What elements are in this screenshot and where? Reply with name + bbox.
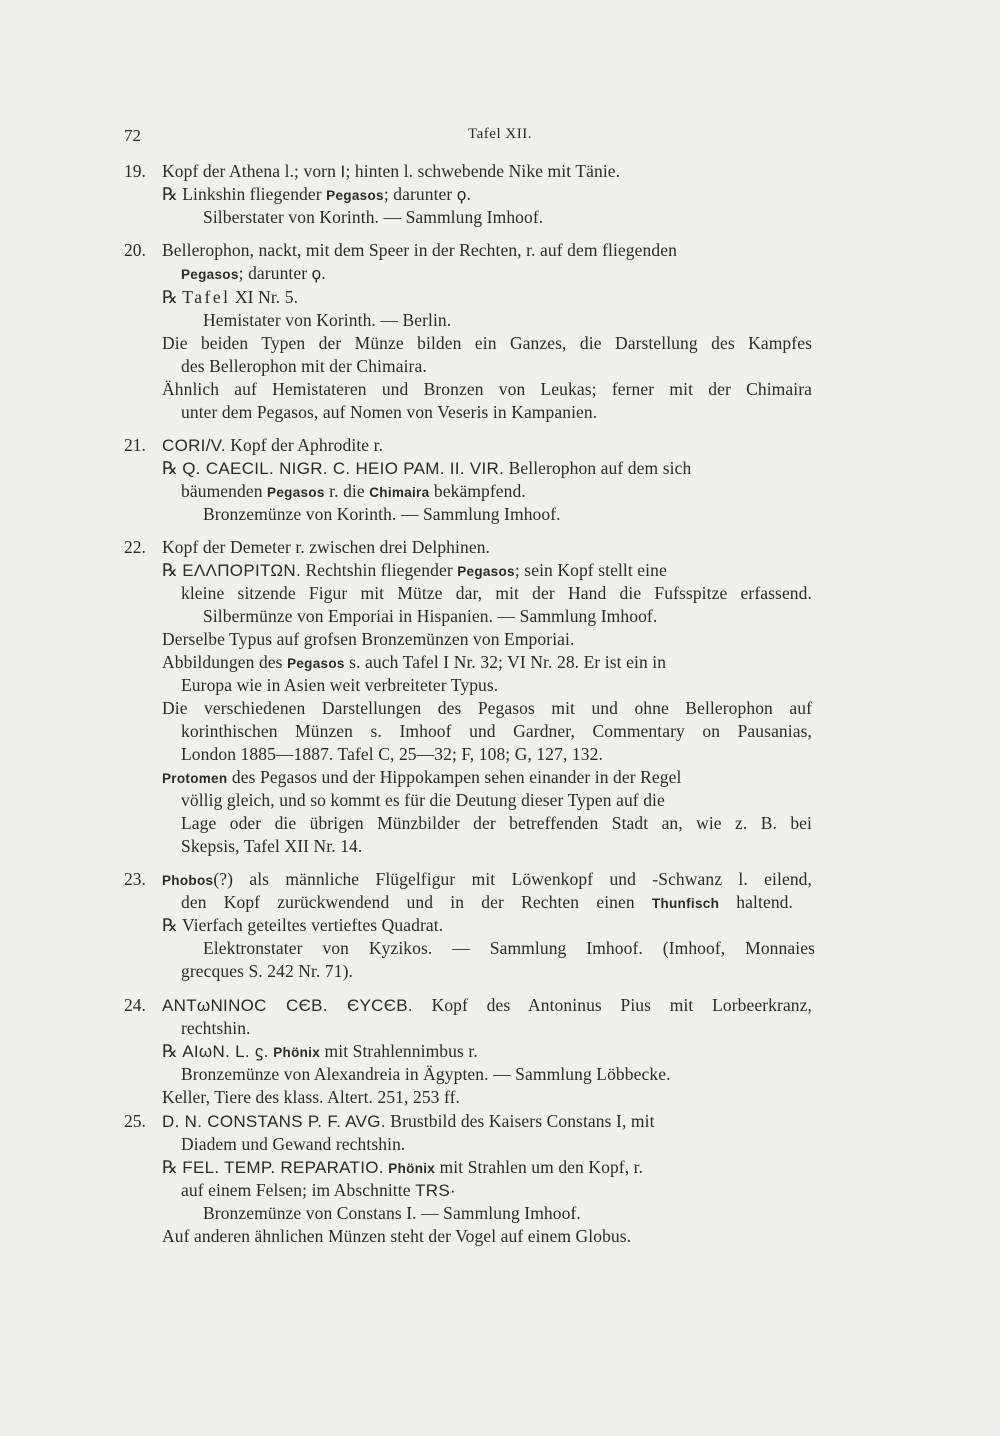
text-run: Die verschiedenen Darstellungen des Pegasos mit und ohne Bellerophon auf: [162, 698, 812, 718]
coin-legend: D. N. CONSTANS P. F. AVG.: [162, 1112, 386, 1131]
entry-number: 25.: [124, 1111, 146, 1131]
text-run: Bronzemünze von Alexandreia in Ägypten. — Sammlung Löbbecke.: [181, 1064, 671, 1084]
coin-legend: ΕΛΛΠΟΡΙΤΩΝ.: [182, 561, 301, 580]
text-run: Silberstater von Korinth. — Sammlung Imhoof.: [203, 207, 544, 227]
text-line: [162, 766, 681, 790]
coin-legend: TRS·: [415, 1181, 456, 1200]
coin-legend: FEL. TEMP. REPARATIO.: [182, 1158, 384, 1177]
text-run: Auf anderen ähnlichen Münzen steht der Vogel auf einem Globus.: [162, 1226, 632, 1246]
text-run: ℞: [162, 1157, 183, 1177]
text-run: Silbermünze von Emporiai in Hispanien. — Sammlung Imhoof.: [203, 606, 658, 626]
text-run: Derselbe Typus auf grofsen Bronzemünzen von Emporiai.: [162, 629, 575, 649]
text-line: [203, 309, 451, 331]
text-run: mit Strahlennimbus r.: [320, 1041, 478, 1061]
text-line: [181, 835, 362, 857]
running-head: Tafel XII.: [468, 126, 532, 142]
text-run: Hemistater von Korinth. — Berlin.: [203, 310, 452, 330]
entry-number: 20.: [124, 240, 146, 260]
text-line: [203, 937, 815, 959]
text-line: [162, 559, 667, 583]
text-run: des Pegasos und der Hippokampen sehen einander in der Regel: [227, 767, 682, 787]
text-run: Lage oder die übrigen Münzbilder der betreffenden Stadt an, wie z. B. bei: [181, 813, 812, 833]
text-line: [181, 355, 427, 377]
text-line: [162, 286, 298, 308]
text-line: [181, 812, 812, 834]
text-line: [162, 1225, 631, 1247]
emphasis-term: Protomen: [162, 771, 228, 786]
text-run: ℞ Vierfach geteiltes vertieftes Quadrat.: [162, 915, 444, 935]
text-run: London 1885—1887. Tafel C, 25—32; F, 108; G, 127, 132.: [181, 744, 603, 764]
text-run: des Bellerophon mit der Chimaira.: [181, 356, 427, 376]
text-run: grecques S. 242 Nr. 71).: [181, 961, 354, 981]
text-run: r. die: [324, 481, 370, 501]
coin-legend: Q. CAECIL. NIGR. C. HEIO PAM. II. VIR.: [182, 459, 505, 478]
emphasis-term: Chimaira: [369, 485, 430, 500]
text-line: [162, 160, 620, 183]
text-line: [181, 789, 665, 811]
emphasis-term: Thunfisch: [651, 896, 720, 911]
text-run: ; hinten l. schwebende Nike mit Tänie.: [345, 161, 621, 181]
text-line: [181, 480, 526, 504]
text-line: [162, 1040, 478, 1064]
text-run: Abbildungen des: [162, 652, 288, 672]
text-run: auf einem Felsen; im Abschnitte: [181, 1180, 416, 1200]
text-line: [181, 1017, 251, 1039]
text-line: [162, 697, 812, 719]
text-run: Die beiden Typen der Münze bilden ein Ganzes, die Darstellung des Kampfes: [162, 333, 812, 353]
text-run: Ähnlich auf Hemistateren und Bronzen von Leukas; ferner mit der Chimaira: [162, 379, 812, 399]
emphasis-term: Pegasos: [326, 188, 384, 203]
text-line: [162, 914, 443, 936]
text-line: [162, 378, 812, 400]
text-run: rechtshin.: [181, 1018, 251, 1038]
text-line: [203, 1202, 581, 1224]
text-run: haltend.: [719, 892, 793, 912]
text-line: [181, 1063, 671, 1085]
emphasis-term: Phönix: [388, 1161, 436, 1176]
text-run: s. auch Tafel I Nr. 32; VI Nr. 28. Er ist ein in: [344, 652, 667, 672]
text-run: Bronzemünze von Constans I. — Sammlung Imhoof.: [203, 1203, 581, 1223]
text-run: ℞: [162, 458, 183, 478]
text-run: ; darunter: [383, 184, 457, 204]
text-run: ; darunter: [238, 263, 312, 283]
text-line: [181, 401, 597, 423]
emphasis-term: Pegasos: [457, 564, 515, 579]
text-run: unter dem Pegasos, auf Nomen von Veseris in Kampanien.: [181, 402, 598, 422]
text-line: [162, 628, 574, 650]
emphasis-term: Pegasos: [287, 656, 345, 671]
text-run: mit Strahlen um den Kopf, r.: [435, 1157, 644, 1177]
text-run: ; sein Kopf stellt eine: [514, 560, 667, 580]
text-run: Kopf der Athena l.; vorn: [162, 161, 341, 181]
text-run: ℞ Linkshin fliegender: [162, 184, 327, 204]
text-run: Kopf der Aphrodite r.: [225, 435, 384, 455]
text-line: [162, 1110, 655, 1133]
text-run: bäumenden: [181, 481, 268, 501]
text-line: [181, 960, 353, 982]
text-line: [162, 994, 812, 1017]
text-run: Europa wie in Asien weit verbreiteter Typus.: [181, 675, 499, 695]
text-run: .: [466, 184, 472, 204]
text-run: kleine sitzende Figur mit Mütze dar, mit der Hand die Fufsspitze erfassend.: [181, 583, 812, 603]
text-line: [181, 582, 812, 604]
text-run: .: [321, 263, 326, 283]
text-run: Rechtshin fliegender: [300, 560, 458, 580]
text-line: [162, 332, 812, 354]
coin-legend: I: [340, 162, 346, 181]
text-line: [162, 457, 691, 480]
coin-legend: ΑΝΤωΝΙΝΟC CЄΒ. ЄΥCЄΒ.: [162, 996, 413, 1015]
text-line: [162, 183, 471, 207]
text-line: [162, 868, 812, 892]
emphasis-term: Phönix: [273, 1045, 321, 1060]
text-line: [181, 1179, 456, 1202]
emphasis-term: Pegasos: [267, 485, 325, 500]
text-run: Bellerophon, nackt, mit dem Speer in der Rechten, r. auf dem fliegenden: [162, 240, 677, 260]
text-run: Bronzemünze von Korinth. — Sammlung Imhoof.: [203, 504, 561, 524]
text-run: Kopf der Demeter r. zwischen drei Delphinen.: [162, 537, 491, 557]
text-run: Bellerophon auf dem sich: [504, 458, 692, 478]
text-run: ℞: [162, 560, 183, 580]
text-run: Brustbild des Kaisers Constans I, mit: [385, 1111, 655, 1131]
text-run: Skepsis, Tafel XII Nr. 14.: [181, 836, 363, 856]
text-line: [162, 1086, 460, 1108]
text-run: Elektronstater von Kyzikos. — Sammlung Imhoof. (Imhoof, Monnaies: [203, 938, 815, 958]
text-line: [162, 536, 490, 558]
entry-number: 21.: [124, 435, 146, 455]
text-line: [203, 605, 657, 627]
text-run: den Kopf zurückwendend und in der Rechten einen: [181, 892, 652, 912]
coin-legend: ΑΙωΝ. L. ϛ.: [182, 1042, 269, 1061]
emphasis-term: Phobos: [162, 873, 214, 888]
entry-number: 23.: [124, 869, 146, 889]
entry-number: 24.: [124, 995, 146, 1015]
coin-legend: ϙ: [311, 264, 322, 283]
text-line: [162, 239, 677, 261]
emphasis-term: Pegasos: [181, 267, 239, 282]
text-line: [181, 674, 498, 696]
text-line: [203, 503, 561, 525]
text-run: Diadem und Gewand rechtshin.: [181, 1134, 406, 1154]
text-run: bekämpfend.: [429, 481, 526, 501]
text-run: Kopf des Antoninus Pius mit Lorbeerkranz,: [412, 995, 813, 1015]
page-number: 72: [124, 126, 141, 145]
text-line: [162, 434, 383, 457]
entry-number: 19.: [124, 161, 146, 181]
coin-legend: CORI/V.: [162, 436, 226, 455]
text-run: ℞: [162, 287, 183, 307]
text-line: [162, 1156, 643, 1180]
text-line: [203, 206, 543, 228]
text-line: [181, 720, 812, 742]
text-line: [181, 1133, 405, 1155]
text-run: ℞: [162, 1041, 183, 1061]
text-run: Keller, Tiere des klass. Altert. 251, 253 ff.: [162, 1087, 461, 1107]
text-run: XI Nr. 5.: [230, 287, 299, 307]
text-line: [162, 651, 666, 675]
text-line: [181, 891, 793, 915]
text-run: völlig gleich, und so kommt es für die Deutung dieser Typen auf die: [181, 790, 665, 810]
coin-legend: ϙ: [456, 185, 467, 204]
text-run: (?) als männliche Flügelfigur mit Löwenkopf und -Schwanz l. eilend,: [213, 869, 812, 889]
entry-number: 22.: [124, 537, 146, 557]
text-line: [181, 262, 326, 286]
spaced-text: Tafel: [182, 287, 231, 307]
text-run: korinthischen Münzen s. Imhoof und Gardner, Commentary on Pausanias,: [181, 721, 812, 741]
text-line: [181, 743, 603, 765]
